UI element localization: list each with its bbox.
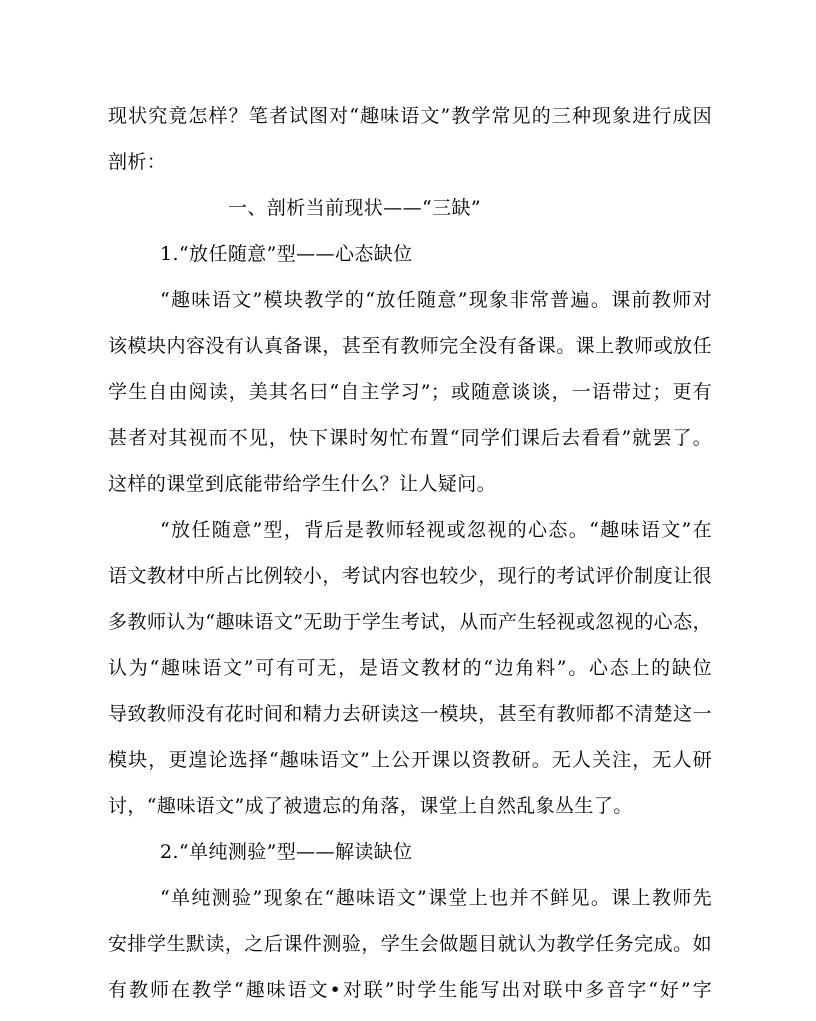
text-line: 有教师在教学“趣味语文•对联”时学生能写出对联中多音字“好”字	[108, 979, 712, 1001]
text-line: 语文教材中所占比例较小，考试内容也较少，现行的考试评价制度让很	[108, 565, 712, 587]
text-line: 剖析：	[108, 151, 167, 173]
text-line: “单纯测验”现象在“趣味语文”课堂上也并不鲜见。课上教师先	[160, 887, 712, 909]
text-line: 安排学生默读，之后课件测验，学生会做题目就认为教学任务完成。如	[108, 933, 712, 955]
subsection-heading: 1.“放任随意”型——心态缺位	[160, 243, 413, 265]
text-line: 讨，“趣味语文”成了被遗忘的角落，课堂上自然乱象丛生了。	[108, 795, 633, 817]
text-line: “放任随意”型，背后是教师轻视或忽视的心态。“趣味语文”在	[160, 519, 712, 541]
text-line: 这样的课堂到底能带给学生什么？让人疑问。	[108, 473, 497, 495]
text-line: 导致教师没有花时间和精力去研读这一模块，甚至有教师都不清楚这一	[108, 703, 712, 725]
text-line: “趣味语文”模块教学的“放任随意”现象非常普遍。课前教师对	[160, 289, 712, 311]
text-line: 多教师认为“趣味语文”无助于学生考试，从而产生轻视或忽视的心态，	[108, 611, 712, 633]
text-line: 现状究竟怎样？笔者试图对“趣味语文”教学常见的三种现象进行成因	[108, 105, 712, 127]
section-heading: 一、剖析当前现状——“三缺”	[228, 197, 482, 219]
subsection-heading: 2.“单纯测验”型——解读缺位	[160, 841, 413, 863]
text-line: 认为“趣味语文”可有可无，是语文教材的“边角料”。心态上的缺位	[108, 657, 712, 679]
text-line: 学生自由阅读，美其名曰“自主学习”；或随意谈谈，一语带过；更有	[108, 381, 712, 403]
text-line: 该模块内容没有认真备课，甚至有教师完全没有备课。课上教师或放任	[108, 335, 712, 357]
text-line: 甚者对其视而不见，快下课时匆忙布置“同学们课后去看看”就罢了。	[108, 427, 712, 449]
text-line: 模块，更遑论选择“趣味语文”上公开课以资教研。无人关注，无人研	[108, 749, 712, 771]
